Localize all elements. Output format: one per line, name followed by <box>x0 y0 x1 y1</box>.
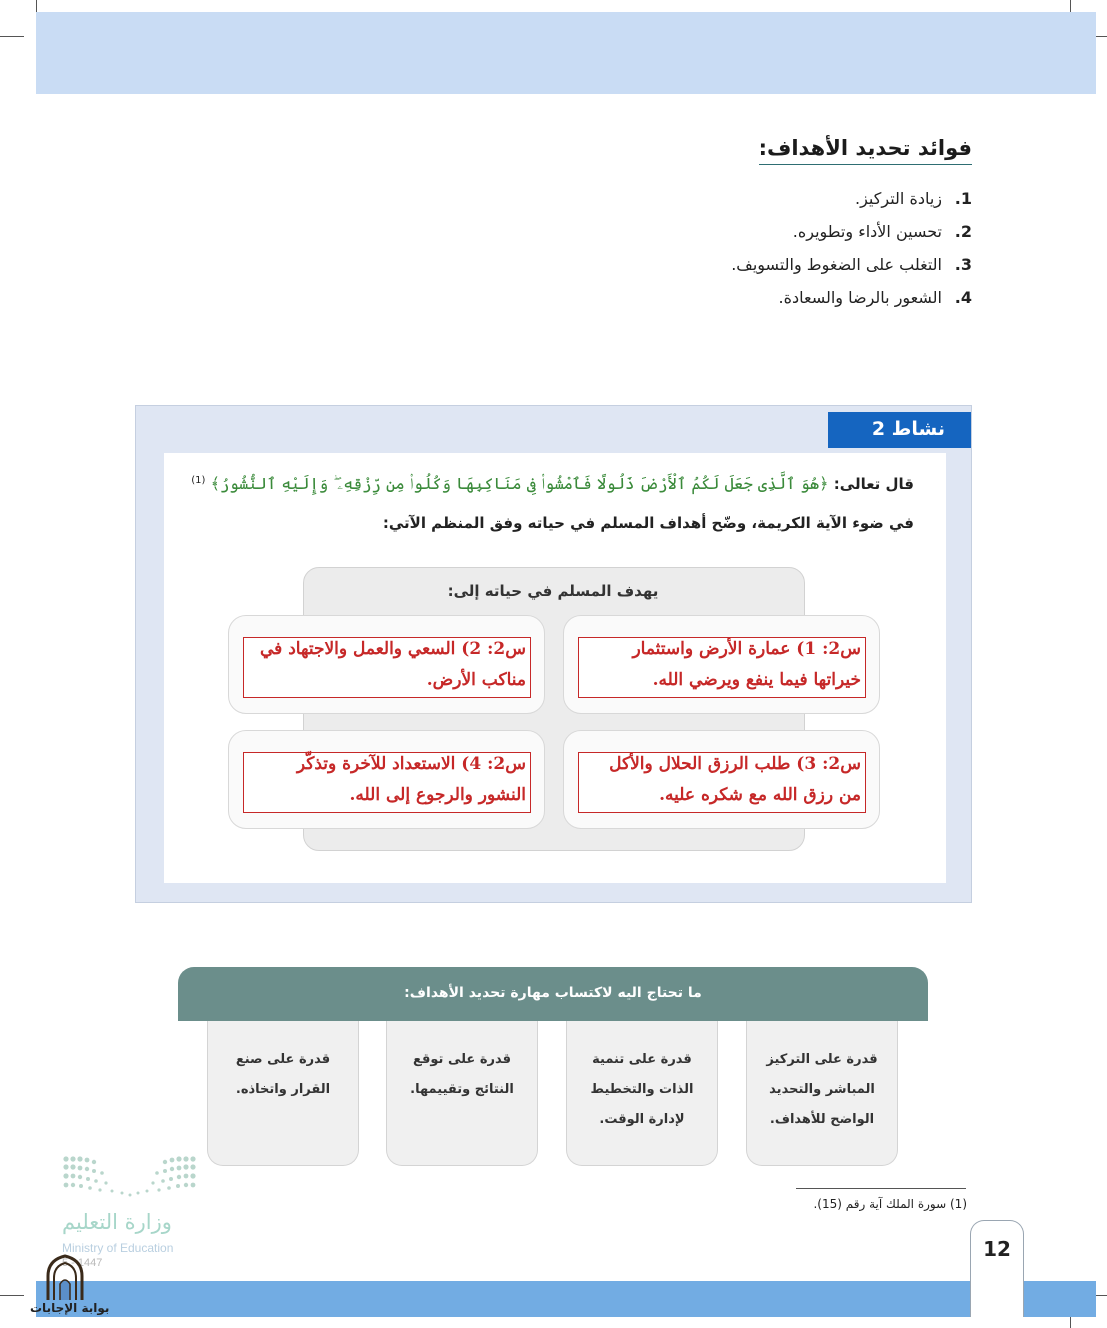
answer-card <box>228 730 545 829</box>
item-text: تحسين الأداء وتطويره. <box>792 222 942 241</box>
bottom-footer-band <box>36 1281 1096 1317</box>
verse-line <box>191 474 914 494</box>
item-number: 4. <box>954 288 972 307</box>
answer-box[interactable] <box>243 752 531 813</box>
answer-box[interactable] <box>578 637 866 698</box>
organizer-header: يهدف المسلم في حياته إلى: <box>447 582 659 600</box>
answer-box[interactable] <box>578 752 866 813</box>
crop-mark <box>0 36 24 37</box>
list-item <box>472 250 972 283</box>
answer-card <box>563 730 880 829</box>
skill-item: قدرة على صنع القرار واتخاذه. <box>207 1021 359 1166</box>
skill-item: قدرة على التركيز المباشر والتحديد الواضح للأهداف. <box>746 1021 898 1166</box>
site-watermark-label: بوابة الإجابات <box>30 1301 110 1315</box>
item-number: 1. <box>954 189 972 208</box>
benefits-list <box>472 184 972 316</box>
footnote-divider <box>796 1188 966 1189</box>
crop-mark <box>0 1295 24 1296</box>
item-text: زيادة التركيز. <box>855 189 942 208</box>
top-header-band <box>36 12 1096 94</box>
answer-text: س2: 4) الاستعداد للآخرة وتذكّر النشور والرجوع إلى الله. <box>296 754 526 805</box>
footnote-reference: (1) <box>191 475 206 486</box>
quran-verse: ﴿هُوَ ٱلَّذِى جَعَلَ لَكُمُ ٱلْأَرْضَ ذَلُولًا فَٱمْشُوا۟ فِى مَنَاكِبِهَا وَكُلُوا۟ مِن رِّزْقِهِۦ ۖ وَإِلَيْهِ ٱلنُّشُورُ﴾ <box>210 474 829 493</box>
skills-header: ما تحتاج اليه لاكتساب مهارة تحديد الأهداف: <box>178 967 928 1021</box>
list-item <box>472 217 972 250</box>
answer-text: س2: 2) السعي والعمل والاجتهاد في مناكب الأرض. <box>260 639 526 690</box>
skill-item: قدرة على توقع النتائج وتقييمها. <box>386 1021 538 1166</box>
item-text: التغلب على الضغوط والتسويف. <box>731 255 942 274</box>
skill-item: قدرة على تنمية الذات والتخطيط لإدارة الوقت. <box>566 1021 718 1166</box>
activity-instruction: في ضوء الآية الكريمة، وضّح أهداف المسلم في حياته وفق المنظم الآتي: <box>382 514 914 532</box>
ministry-name-arabic: وزارة التعليم <box>62 1210 172 1234</box>
ministry-logo-icon <box>62 1155 197 1197</box>
ministry-name-english: Ministry of Education <box>62 1241 174 1255</box>
page-number-tab <box>970 1220 1024 1317</box>
gateway-logo-icon <box>44 1254 86 1302</box>
answer-card <box>228 615 545 714</box>
list-item <box>472 184 972 217</box>
section-title: فوائد تحديد الأهداف: <box>759 136 972 165</box>
verse-intro: قال تعالى: <box>833 475 914 493</box>
activity-tag: نشاط 2 <box>828 412 971 448</box>
answer-box[interactable] <box>243 637 531 698</box>
page-number: 12 <box>983 1237 1011 1261</box>
answer-text: س2: 3) طلب الرزق الحلال والأكل من رزق الله مع شكره عليه. <box>609 754 861 805</box>
item-text: الشعور بالرضا والسعادة. <box>778 288 942 307</box>
list-item <box>472 283 972 316</box>
edition-year: 5 - 1447 <box>62 1257 103 1269</box>
item-number: 3. <box>954 255 972 274</box>
answer-card <box>563 615 880 714</box>
answer-text: س2: 1) عمارة الأرض واستثمار خيراتها فيما ينفع ويرضي الله. <box>632 639 861 690</box>
footnote: (1) سورة الملك آية رقم (15). <box>813 1197 967 1211</box>
item-number: 2. <box>954 222 972 241</box>
